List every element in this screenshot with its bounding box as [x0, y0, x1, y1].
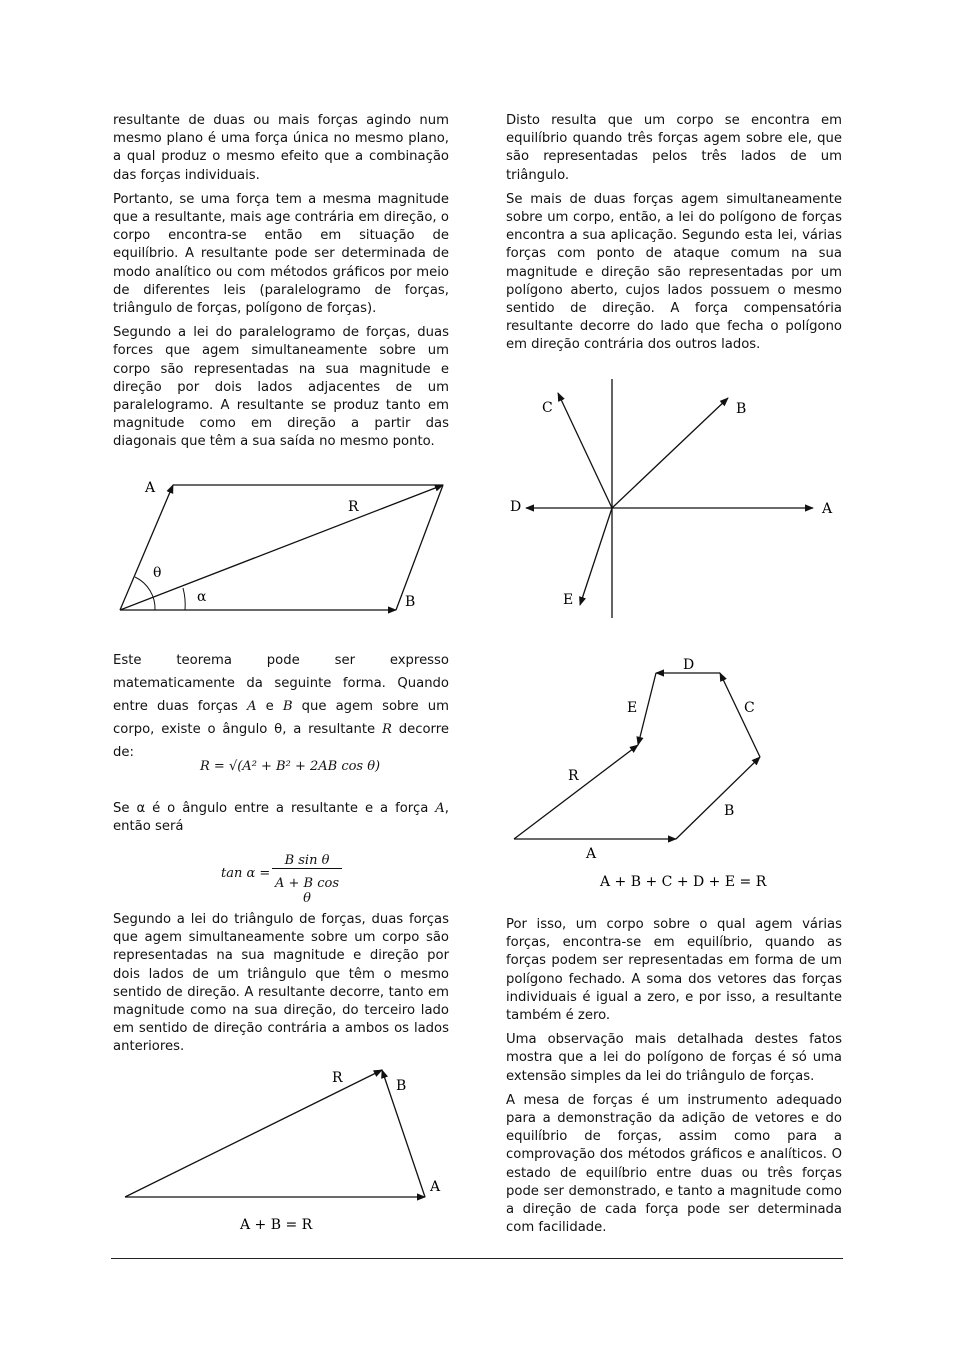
inline-vector-a: A [246, 699, 257, 714]
inline-vector-a-2: A [435, 801, 445, 816]
resultant-formula: R = √(A² + B² + 2AB cos θ) [200, 759, 381, 774]
paragraph-three-forces: Disto resulta que um corpo se encontra em equilíbrio quando três forças agem sobre ele, que são representadas pelos três lados de um triângulo. [506, 113, 842, 183]
polygon-a-label: A [586, 846, 597, 862]
vector-a-label: A [145, 480, 156, 496]
vector-d-label: D [510, 499, 522, 515]
tan-formula-numerator: B sin θ [272, 853, 342, 869]
footer-rule [111, 1258, 843, 1259]
triangle-b-label: B [396, 1078, 407, 1094]
triangle-caption: A + B = R [240, 1217, 313, 1233]
paragraph-equilibrium: Portanto, se uma força tem a mesma magnitude que a resultante, mais age contrária em direção, o corpo encontra-se então em situação de equilíbrio. A resultante pode ser determinada de modo analítico ou com métodos gráficos por meio de diferentes leis (paralelogramo de forças, triângulo de forças, polígono de forças). [113, 191, 449, 317]
triangle-a-label: A [430, 1179, 441, 1195]
vector-b-label: B [405, 594, 416, 610]
vector-c-label: C [542, 400, 553, 416]
paragraph-polygon-law: Se mais de duas forças agem simultaneamente sobre um corpo, então, a lei do polígono de forças encontra a sua aplicação. Segundo esta lei, várias forças com ponto de ataque comum na sua magnitude e direção são representadas por um polígono aberto, cujos lados possuem o mesmo sentido de direção. A força compensatória resultante decorre do lado que fecha o polígono em direção contrária dos outros lados. [506, 191, 842, 353]
polygon-b-label: B [724, 803, 735, 819]
polygon-c-label: C [744, 700, 755, 716]
paragraph-closed-polygon: Por isso, um corpo sobre o qual agem várias forças, encontra-se em equilíbrio, quando as forças podem ser representadas em forma de um polígono fechado. A soma dos vetores das forças individuais é igual a zero, e por isso, a resultante também é zero. [506, 917, 842, 1024]
polygon-caption: A + B + C + D + E = R [600, 874, 767, 890]
vector-b-label-2: B [736, 401, 747, 417]
right-column [506, 112, 842, 361]
polygon-d-label: D [683, 657, 695, 673]
triangle-r-label: R [332, 1070, 343, 1086]
paragraph-force-table: A mesa de forças é um instrumento adequado para a demonstração da adição de vetores e do equilíbrio de forças, assim como para a comprovação dos métodos gráficos e analíticos. O estado de equilíbrio entre duas ou três forças pode ser demonstrado, e tanto a magnitude como a direção de cada força pode ser determinada com facilidade. [506, 1092, 842, 1236]
vector-a-label-2: A [822, 501, 833, 517]
paragraph-observation: Uma observação mais detalhada destes fatos mostra que a lei do polígono de forças é só uma extensão simples da lei do triângulo de forças. [506, 1032, 842, 1084]
vector-r-label: R [348, 499, 359, 515]
paragraph-resultant-definition: resultante de duas ou mais forças agindo num mesmo plano é uma força única no mesmo plano, a qual produz o mesmo efeito que a combinação das forças individuais. [113, 113, 449, 183]
polygon-e-label: E [627, 700, 638, 716]
paragraph-triangle-law: Segundo a lei do triângulo de forças, duas forças que agem simultaneamente sobre um corpo são representadas na sua magnitude e direção por dois lados de um triângulo que têm o mesmo sentido de direção. A resultante decorre, tanto em magnitude como na sua direção, do terceiro lado em sentido de direção contrária a ambos os lados anteriores. [113, 912, 449, 1055]
parallelogram-figure [113, 470, 453, 620]
force-vectors-figure [508, 375, 843, 620]
force-polygon-figure [510, 652, 780, 897]
paragraph-parallelogram-law: Segundo a lei do paralelogramo de forças, duas forces que agem simultaneamente sobre um corpo são representadas na sua magnitude e direção por dois lados adjacentes de um paralelogramo. A resultante se produz tanto em magnitude como em direção a partir das diagonais que têm a sua saída no mesmo ponto. [113, 325, 449, 450]
paragraph-theorem: Este teorema pode ser expresso matematicamente da seguinte forma. Quando entre duas forças A e B que agem sobre um corpo, existe o ângulo θ, a resultante R decorre de: [113, 653, 449, 760]
inline-vector-b: B [282, 699, 293, 714]
vector-e-label: E [563, 592, 574, 608]
theta-label: θ [153, 565, 162, 581]
paragraph-alpha: Se α é o ângulo entre a resultante e a força A, então será [113, 801, 449, 835]
right-column-lower [506, 916, 842, 1243]
left-column [113, 112, 449, 458]
inline-vector-r: R [381, 722, 392, 737]
tan-formula-lhs: tan α = [221, 866, 271, 881]
polygon-r-label: R [568, 768, 579, 784]
tan-formula-denominator: A + B cos θ [274, 876, 339, 906]
triangle-figure [120, 1062, 450, 1237]
alpha-label: α [197, 589, 207, 605]
